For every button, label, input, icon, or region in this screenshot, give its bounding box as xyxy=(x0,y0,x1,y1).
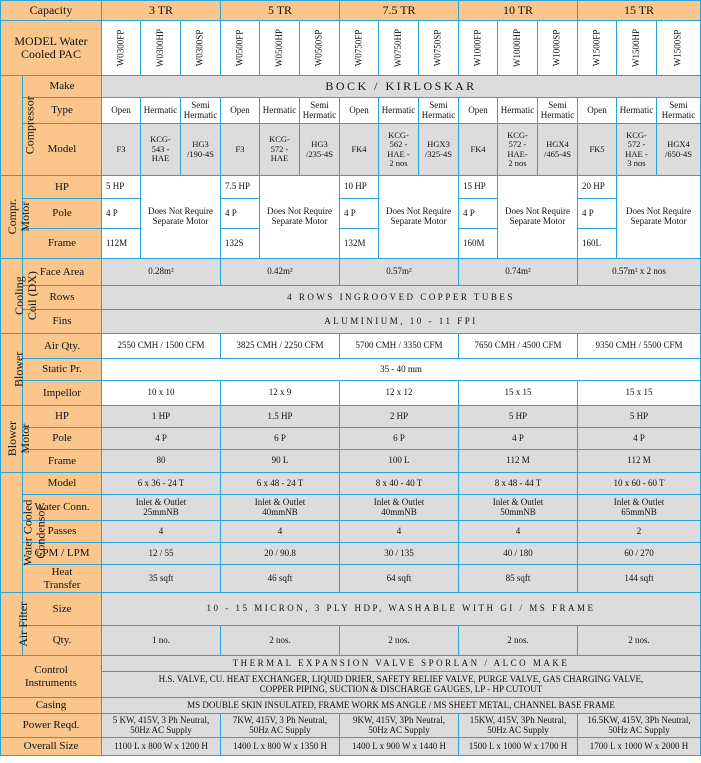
fins-label: Fins xyxy=(23,310,102,334)
model-code-text: W0300HP xyxy=(154,28,165,67)
cond-model-value: 8 x 40 - 40 T xyxy=(340,473,459,495)
blower-frame-value: 112 M xyxy=(578,450,701,473)
blower-hp-value: 1 HP xyxy=(102,406,221,428)
model-code xyxy=(538,21,578,76)
model-code xyxy=(181,21,221,76)
model-code xyxy=(141,21,181,76)
no-motor-note: Does Not Require Separate Motor xyxy=(379,176,459,259)
cond-model-label: Model xyxy=(23,473,102,495)
overall-value: 1400 L x 900 W x 1440 H xyxy=(340,738,459,756)
blower-frame-value: 112 M xyxy=(459,450,578,473)
heat-value: 144 sqft xyxy=(578,565,701,593)
impellor-value: 15 x 15 xyxy=(459,381,578,406)
overall-value: 1400 L x 800 W x 1350 H xyxy=(221,738,340,756)
compressor-type: Semi Hermatic xyxy=(419,98,459,124)
model-code-text: W1000HP xyxy=(511,28,522,67)
compressor-model: FK5 xyxy=(578,124,617,176)
passes-value: 2 xyxy=(578,521,701,543)
compressor-type: Open xyxy=(578,98,617,124)
face-area-label: Face Area xyxy=(23,259,102,286)
water-conn-value: Inlet & Outlet 65mmNB xyxy=(578,495,701,521)
no-motor-note: Does Not Require Separate Motor xyxy=(260,176,340,259)
casing-value: MS DOUBLE SKIN INSULATED, FRAME WORK MS ANGLE / MS SHEET METAL, CHANNEL BASE FRAME xyxy=(102,698,701,714)
model-code-text: W0500HP xyxy=(273,28,284,67)
impellor-value: 12 x 12 xyxy=(340,381,459,406)
compressor-type: Open xyxy=(459,98,498,124)
group-compr-motor xyxy=(1,176,32,259)
motor-hp: 20 HP xyxy=(578,176,617,199)
air-qty-value: 9350 CMH / 5500 CFM xyxy=(578,334,701,359)
group-condensor xyxy=(1,473,48,593)
group-label: Compr. Motor xyxy=(5,199,32,235)
power-value: 9KW, 415V, 3Ph Neutral, 50Hz AC Supply xyxy=(340,714,459,738)
filter-qty-value: 2 nos. xyxy=(578,626,701,656)
heat-label: Heat Transfer xyxy=(23,565,102,593)
compressor-type: Hermatic xyxy=(617,98,657,124)
control-line1: THERMAL EXPANSION VALVE SPORLAN / ALCO MAKE xyxy=(102,656,701,672)
type-label: Type xyxy=(23,98,102,124)
motor-pole: 4 P xyxy=(459,199,498,229)
passes-value: 4 xyxy=(340,521,459,543)
blower-frame-value: 80 xyxy=(102,450,221,473)
model-code xyxy=(340,21,379,76)
model-code-text: W1500FP xyxy=(591,29,602,67)
casing-label: Casing xyxy=(1,698,102,714)
face-area-value: 0.57m² x 2 nos xyxy=(578,259,701,286)
passes-label: Passes xyxy=(23,521,102,543)
motor-frame-label: Frame xyxy=(23,229,102,259)
blower-pole-value: 4 P xyxy=(102,428,221,450)
power-value: 15KW, 415V, 3Ph Neutral, 50Hz AC Supply xyxy=(459,714,578,738)
no-motor-note: Does Not Require Separate Motor xyxy=(617,176,701,259)
gpm-value: 40 / 180 xyxy=(459,543,578,565)
no-motor-note: Does Not Require Separate Motor xyxy=(141,176,221,259)
motor-pole: 4 P xyxy=(578,199,617,229)
motor-pole: 4 P xyxy=(340,199,379,229)
power-value: 5 KW, 415V, 3 Ph Neutral, 50Hz AC Supply xyxy=(102,714,221,738)
heat-value: 64 sqft xyxy=(340,565,459,593)
motor-hp-label: HP xyxy=(23,176,102,199)
heat-value: 46 sqft xyxy=(221,565,340,593)
air-qty-value: 5700 CMH / 3350 CFM xyxy=(340,334,459,359)
motor-frame: 160M xyxy=(459,229,498,259)
motor-frame: 112M xyxy=(102,229,141,259)
air-qty-label: Air Qty. xyxy=(23,334,102,359)
water-conn-value: Inlet & Outlet 40mmNB xyxy=(221,495,340,521)
blower-frame-value: 90 L xyxy=(221,450,340,473)
static-label: Static Pr. xyxy=(23,359,102,381)
model-code xyxy=(498,21,538,76)
impellor-label: Impellor xyxy=(23,381,102,406)
model-label: MODEL Water Cooled PAC xyxy=(1,21,102,76)
compressor-model: KCG- 572 - HAE - 3 nos xyxy=(617,124,657,176)
impellor-value: 10 x 10 xyxy=(102,381,221,406)
blower-pole-value: 6 P xyxy=(221,428,340,450)
filter-qty-label: Qty. xyxy=(23,626,102,656)
model-code-text: W0750SP xyxy=(432,29,443,67)
compressor-model: FK4 xyxy=(340,124,379,176)
make-label: Make xyxy=(23,76,102,98)
motor-hp: 10 HP xyxy=(340,176,379,199)
motor-hp: 7.5 HP xyxy=(221,176,260,199)
cond-model-value: 8 x 48 - 44 T xyxy=(459,473,578,495)
group-label: Blower xyxy=(11,351,26,388)
face-area-value: 0.28m² xyxy=(102,259,221,286)
face-area-value: 0.74m² xyxy=(459,259,578,286)
compressor-model: FK4 xyxy=(459,124,498,176)
make-value: BOCK / KIRLOSKAR xyxy=(102,76,701,98)
compressor-type: Open xyxy=(340,98,379,124)
capacity-header: 5 TR xyxy=(221,1,340,21)
rows-label: Rows xyxy=(23,286,102,310)
motor-frame: 132S xyxy=(221,229,260,259)
overall-value: 1700 L x 1000 W x 2000 H xyxy=(578,738,701,756)
motor-pole: 4 P xyxy=(102,199,141,229)
model-code-text: W1000SP xyxy=(551,29,562,67)
model-code-text: W0500FP xyxy=(234,29,245,67)
gpm-value: 30 / 135 xyxy=(340,543,459,565)
water-conn-label: Water Conn. xyxy=(23,495,102,521)
air-qty-value: 2550 CMH / 1500 CFM xyxy=(102,334,221,359)
air-qty-value: 7650 CMH / 4500 CFM xyxy=(459,334,578,359)
passes-value: 4 xyxy=(102,521,221,543)
model-code-text: W0500SP xyxy=(313,29,324,67)
blower-hp-value: 5 HP xyxy=(578,406,701,428)
blower-pole-label: Pole xyxy=(23,428,102,450)
compressor-type: Open xyxy=(102,98,141,124)
group-label: Compressor xyxy=(22,96,37,155)
face-area-value: 0.42m² xyxy=(221,259,340,286)
gpm-value: 20 / 90.8 xyxy=(221,543,340,565)
motor-hp: 15 HP xyxy=(459,176,498,199)
compressor-model: F3 xyxy=(102,124,141,176)
impellor-value: 15 x 15 xyxy=(578,381,701,406)
power-value: 16.5KW, 415V, 3Ph Neutral, 50Hz AC Supply xyxy=(578,714,701,738)
motor-hp: 5 HP xyxy=(102,176,141,199)
model-code-text: W0750HP xyxy=(392,28,403,67)
compressor-type: Hermatic xyxy=(260,98,300,124)
compressor-type: Semi Hermatic xyxy=(657,98,701,124)
model-code xyxy=(300,21,340,76)
heat-value: 35 sqft xyxy=(102,565,221,593)
group-label: Blower Motor xyxy=(5,421,32,457)
cond-model-value: 10 x 60 - 60 T xyxy=(578,473,701,495)
model-code-text: W1000FP xyxy=(472,29,483,67)
capacity-label: Capacity xyxy=(1,1,102,21)
filter-qty-value: 2 nos. xyxy=(340,626,459,656)
control-label: Control Instruments xyxy=(1,656,102,698)
model-code xyxy=(260,21,300,76)
model-code xyxy=(657,21,701,76)
blower-frame-label: Frame xyxy=(23,450,102,473)
water-conn-value: Inlet & Outlet 40mmNB xyxy=(340,495,459,521)
blower-frame-value: 100 L xyxy=(340,450,459,473)
model-code xyxy=(102,21,141,76)
compressor-type: Semi Hermatic xyxy=(300,98,340,124)
model-code-text: W1500HP xyxy=(630,28,641,67)
compressor-model: KCG- 562 - HAE - 2 nos xyxy=(379,124,419,176)
group-label: Air Filter xyxy=(16,601,31,647)
rows-value: 4 ROWS INGROOVED COPPER TUBES xyxy=(102,286,701,310)
power-label: Power Reqd. xyxy=(1,714,102,738)
filter-qty-value: 2 nos. xyxy=(221,626,340,656)
capacity-header: 10 TR xyxy=(459,1,578,21)
cond-model-value: 6 x 36 - 24 T xyxy=(102,473,221,495)
cond-model-value: 6 x 48 - 24 T xyxy=(221,473,340,495)
fins-value: ALUMINIUM, 10 - 11 FPI xyxy=(102,310,701,334)
gpm-value: 12 / 55 xyxy=(102,543,221,565)
blower-pole-value: 4 P xyxy=(459,428,578,450)
passes-value: 4 xyxy=(459,521,578,543)
static-value: 35 - 40 mm xyxy=(102,359,701,381)
gpm-value: 60 / 270 xyxy=(578,543,701,565)
group-cooling-coil xyxy=(1,259,39,334)
model-code-text: W0300SP xyxy=(194,29,205,67)
model-code-text: W0750FP xyxy=(353,29,364,67)
water-conn-value: Inlet & Outlet 50mmNB xyxy=(459,495,578,521)
group-label: Water Cooled Condensor xyxy=(20,499,48,566)
model-code xyxy=(617,21,657,76)
motor-pole: 4 P xyxy=(221,199,260,229)
impellor-value: 12 x 9 xyxy=(221,381,340,406)
group-compressor xyxy=(1,76,37,176)
heat-value: 85 sqft xyxy=(459,565,578,593)
group-blower xyxy=(1,334,26,406)
filter-size-value: 10 - 15 MICRON, 3 PLY HDP, WASHABLE WITH GI / MS FRAME xyxy=(102,593,701,626)
blower-pole-value: 6 P xyxy=(340,428,459,450)
compressor-model: HGX4 /465-4S xyxy=(538,124,578,176)
compressor-type: Hermatic xyxy=(379,98,419,124)
overall-label: Overall Size xyxy=(1,738,102,756)
model-code xyxy=(379,21,419,76)
compressor-type: Open xyxy=(221,98,260,124)
group-blower-motor xyxy=(1,406,32,473)
passes-value: 4 xyxy=(221,521,340,543)
comp-model-label: Model xyxy=(23,124,102,176)
model-code-text: W1500SP xyxy=(672,29,683,67)
compressor-model: HGX4 /650-4S xyxy=(657,124,701,176)
compressor-type: Hermatic xyxy=(498,98,538,124)
model-code xyxy=(419,21,459,76)
compressor-model: KCG- 572 - HAE- 2 nos xyxy=(498,124,538,176)
compressor-model: HGX3 /325-4S xyxy=(419,124,459,176)
overall-value: 1500 L x 1000 W x 1700 H xyxy=(459,738,578,756)
blower-hp-value: 1.5 HP xyxy=(221,406,340,428)
face-area-value: 0.57m² xyxy=(340,259,459,286)
blower-hp-value: 5 HP xyxy=(459,406,578,428)
compressor-model: HG3 /190-4S xyxy=(181,124,221,176)
filter-qty-value: 1 no. xyxy=(102,626,221,656)
model-code xyxy=(578,21,617,76)
capacity-header: 15 TR xyxy=(578,1,701,21)
compressor-model: F3 xyxy=(221,124,260,176)
model-code xyxy=(221,21,260,76)
compressor-model: HG3 /235-4S xyxy=(300,124,340,176)
blower-hp-value: 2 HP xyxy=(340,406,459,428)
filter-size-label: Size xyxy=(23,593,102,626)
compressor-type: Hermatic xyxy=(141,98,181,124)
blower-hp-label: HP xyxy=(23,406,102,428)
control-line2: H.S. VALVE, CU. HEAT EXCHANGER, LIQUID DRIER, SAFETY RELIEF VALVE, PURGE VALVE, GAS CHARGING VALVE, COPPER PIPING, SUCTION & DISCHARGE GAUGES, LP - HP CUTOUT xyxy=(102,672,701,698)
overall-value: 1100 L x 800 W x 1200 H xyxy=(102,738,221,756)
motor-frame: 132M xyxy=(340,229,379,259)
power-value: 7KW, 415V, 3 Ph Neutral, 50Hz AC Supply xyxy=(221,714,340,738)
group-air-filter xyxy=(1,593,31,656)
motor-pole-label: Pole xyxy=(23,199,102,229)
capacity-header: 7.5 TR xyxy=(340,1,459,21)
compressor-type: Semi Hermatic xyxy=(538,98,578,124)
capacity-header: 3 TR xyxy=(102,1,221,21)
air-qty-value: 3825 CMH / 2250 CFM xyxy=(221,334,340,359)
blower-pole-value: 4 P xyxy=(578,428,701,450)
no-motor-note: Does Not Require Separate Motor xyxy=(498,176,578,259)
model-code-text: W0300FP xyxy=(115,29,126,67)
model-code xyxy=(459,21,498,76)
group-label: Cooling Coil (DX) xyxy=(11,271,39,321)
filter-qty-value: 2 nos. xyxy=(459,626,578,656)
gpm-label: GPM / LPM xyxy=(23,543,102,565)
water-conn-value: Inlet & Outlet 25mmNB xyxy=(102,495,221,521)
compressor-model: KCG- 543 - HAE xyxy=(141,124,181,176)
compressor-type: Semi Hermatic xyxy=(181,98,221,124)
compressor-model: KCG- 572 - HAE xyxy=(260,124,300,176)
motor-frame: 160L xyxy=(578,229,617,259)
